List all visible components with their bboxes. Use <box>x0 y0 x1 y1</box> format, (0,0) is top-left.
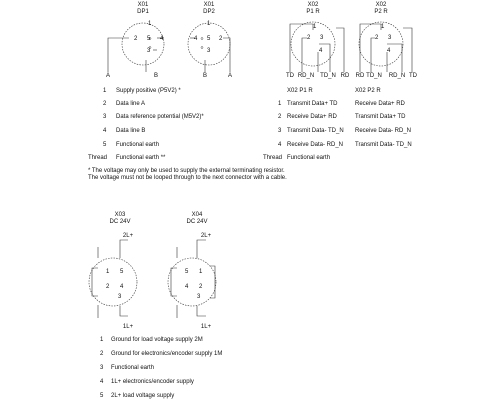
pin-number: 1 <box>103 88 107 94</box>
x02-p2-signal-label: RD_N <box>388 73 406 79</box>
pin-number: 2 <box>278 114 282 120</box>
x02-p1-pin: 1 <box>313 24 317 30</box>
pin-description: Data line A <box>116 101 146 107</box>
x02-p1-table-head: X02 P1 R <box>287 88 313 94</box>
x02-p1-signal-label: RD <box>340 73 350 79</box>
x02-p1-signal-label: RD_N <box>297 73 315 79</box>
x03-pin: 2 <box>106 284 110 290</box>
pin-description: Ground for load voltage supply 2M <box>111 337 203 343</box>
x01-dp1-subtitle: DP1 <box>137 9 149 15</box>
x03-pin: 5 <box>120 269 124 275</box>
x01-dp1-pin: 3 <box>147 48 151 54</box>
pin-description-p2: Transmit Data+ TD <box>355 114 406 120</box>
x04-pin: 5 <box>185 269 189 275</box>
x02-p2-title: X02 <box>375 2 387 8</box>
x02-p2-pin: 4 <box>387 48 391 54</box>
x02-p2-pin: 1 <box>381 24 385 30</box>
x02-p1-pin: 4 <box>319 48 323 54</box>
pin-description-p1: Receive Data- RD_N <box>287 142 344 148</box>
pin-number: 5 <box>100 393 104 399</box>
x02-p2-subtitle: P2 R <box>374 9 388 15</box>
pin-description: Functional earth <box>116 142 160 148</box>
pin-number: Thread <box>263 155 283 161</box>
pin-number: 2 <box>103 101 107 107</box>
x03-title: X03 <box>114 212 126 218</box>
pin-description: Supply positive (P5V2) * <box>116 88 181 94</box>
x02-p2-signal-label: TD <box>409 73 417 79</box>
x02-p2-signal-label: RD <box>355 73 365 79</box>
pin-number: 3 <box>103 114 107 120</box>
pin-description-p1: Receive Data+ RD <box>287 114 337 120</box>
pin-description-p2: Transmit Data- TD_N <box>355 142 412 148</box>
x03-pin: 4 <box>120 284 124 290</box>
x01-dp2-subtitle: DP2 <box>203 9 215 15</box>
x01-dp2-pin: 3 <box>207 48 211 54</box>
x03-pin: 3 <box>118 294 122 300</box>
x03-pin: 1 <box>106 269 110 275</box>
x04-pin: 2 <box>199 284 203 290</box>
x01-dp1-pin: 5 <box>147 36 151 42</box>
pin-description: 2L+ load voltage supply <box>111 393 175 399</box>
pin-number: 4 <box>100 379 104 385</box>
x01-dp1-pin: 1 <box>148 21 152 27</box>
x04-pin: 1 <box>199 269 203 275</box>
x02-p1-subtitle: P1 R <box>306 9 320 15</box>
connector-x04 <box>168 240 216 318</box>
pin-description-p2: Receive Data- RD_N <box>355 128 412 134</box>
x02-p2-table-head: X02 P2 R <box>355 88 381 94</box>
x01-footnote: * The voltage may only be used to supply the external terminating resistor. The voltage must not be looped through to the next connector with a cable. <box>88 168 287 181</box>
x01-dp2-pin: 1 <box>207 21 211 27</box>
x04-title: X04 <box>191 212 203 218</box>
pin-description: Functional earth ** <box>116 155 166 161</box>
x02-p1-pin: 2 <box>307 35 311 41</box>
pin-number: 4 <box>278 142 282 148</box>
connector-x02-p1 <box>290 22 344 72</box>
x02-p1-signal-label: TD <box>286 73 294 79</box>
pin-number: 1 <box>100 337 104 343</box>
x02-p2-pin: 2 <box>375 35 379 41</box>
pin-description: Ground for electronics/encoder supply 1M <box>111 351 223 357</box>
x04-pin: 3 <box>197 294 201 300</box>
pin-number: 3 <box>278 128 282 134</box>
pin-description: 1L+ electronics/encoder supply <box>111 379 194 385</box>
x01-signal-label: B <box>153 73 159 79</box>
pin-number: 5 <box>103 142 107 148</box>
pin-number: Thread <box>88 155 108 161</box>
x04-bottom-label: 1L+ <box>200 324 212 330</box>
x04-top-label: 2L+ <box>200 233 212 239</box>
x02-p1-title: X02 <box>307 2 319 8</box>
pin-description: Functional earth <box>287 155 331 161</box>
x01-dp2-pin: 5 <box>207 36 211 42</box>
x03-bottom-label: 1L+ <box>122 324 134 330</box>
pin-number: 1 <box>278 101 282 107</box>
x04-pin: 4 <box>185 284 189 290</box>
pin-description: Functional earth <box>111 365 155 371</box>
x01-dp1-title: X01 <box>137 2 149 8</box>
connector-x01-dp1 <box>108 23 164 72</box>
x01-dp1-pin: 2 <box>134 36 138 42</box>
x03-subtitle: DC 24V <box>109 219 131 225</box>
pin-number: 2 <box>100 351 104 357</box>
x01-dp1-pin: 4 <box>160 36 164 42</box>
x01-signal-label: A <box>227 73 233 79</box>
pin-number: 4 <box>103 128 107 134</box>
x01-signal-label: A <box>105 73 111 79</box>
x02-p1-pin: 3 <box>320 35 324 41</box>
connector-x02-p2 <box>359 22 412 72</box>
x03-top-label: 2L+ <box>122 233 134 239</box>
x04-subtitle: DC 24V <box>186 219 208 225</box>
pin-number: 3 <box>100 365 104 371</box>
pin-description-p1: Transmit Data+ TD <box>287 101 338 107</box>
pin-description-p2: Receive Data+ RD <box>355 101 405 107</box>
x01-dp2-title: X01 <box>203 2 215 8</box>
x01-dp2-pin: 4 <box>194 36 198 42</box>
x02-p2-pin: 3 <box>388 35 392 41</box>
pin-description: Data line B <box>116 128 146 134</box>
pin-description: Data reference potential (M5V2)* <box>116 114 204 120</box>
x01-signal-label: B <box>202 73 208 79</box>
x02-p2-signal-label: TD_N <box>366 73 382 79</box>
connector-x03 <box>89 240 137 318</box>
x02-p1-signal-label: TD_N <box>320 73 336 79</box>
x01-dp2-pin: 2 <box>219 36 223 42</box>
pin-description-p1: Transmit Data- TD_N <box>287 128 344 134</box>
